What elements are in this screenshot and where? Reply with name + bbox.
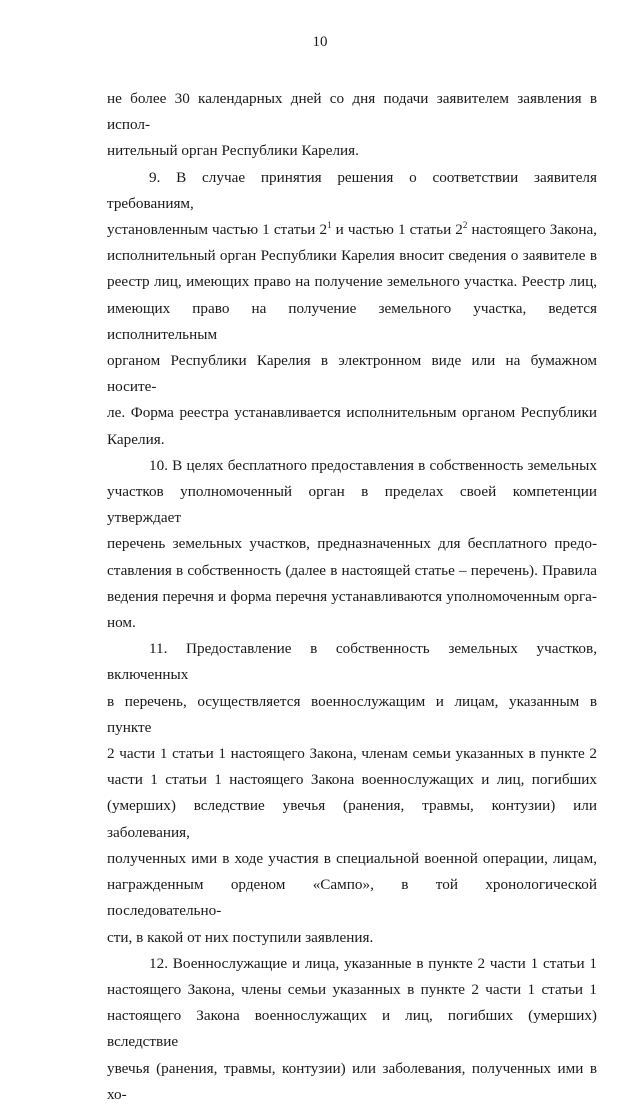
text-line: полученных ими в ходе участия в специальной военной операции, лицам, [107, 849, 597, 867]
text-line: 11. Предоставление в собственность земельных участков, включенных [107, 640, 597, 684]
text-line: органом Республики Карелия в электронном виде или на бумажном носите- [107, 352, 597, 396]
text-line: реестр лиц, имеющих право на получение земельного участка. Реестр лиц, [107, 273, 597, 291]
text-line: увечья (ранения, травмы, контузии) или заболевания, полученных ими в хо- [107, 1059, 597, 1103]
text-fragment: установленным частью 1 статьи 2 [107, 221, 328, 239]
text-fragment: и частью 1 статьи 2 [331, 221, 463, 239]
text-line: 2 части 1 статьи 1 настоящего Закона, членам семьи указанных в пункте 2 [107, 745, 597, 763]
text-line: не более 30 календарных дней со дня подачи заявителем заявления в испол- [107, 90, 597, 134]
superscript: 2 [462, 220, 468, 231]
text-line: настоящего Закона, члены семьи указанных в пункте 2 части 1 статьи 1 [107, 980, 597, 998]
paragraph [107, 453, 597, 636]
text-line: 9. В случае принятия решения о соответствии заявителя требованиям, [107, 168, 597, 212]
paragraph [107, 86, 597, 165]
paragraph [107, 636, 597, 950]
text-line: части 1 статьи 1 настоящего Закона военнослужащих и лиц, погибших [107, 771, 597, 789]
text-line: 10. В целях бесплатного предоставления в собственность земельных [149, 456, 597, 474]
paragraph [107, 951, 597, 1108]
text-line: 12. Военнослужащие и лица, указанные в пункте 2 части 1 статьи 1 [149, 954, 597, 972]
text-line: нительный орган Республики Карелия. [107, 142, 359, 160]
text-line: перечень земельных участков, предназначенных для бесплатного предо- [107, 535, 597, 553]
text-fragment: настоящего Закона, [467, 221, 597, 239]
paragraph [107, 165, 597, 453]
text-line: исполнительный орган Республики Карелия вносит сведения о заявителе в [107, 247, 597, 265]
text-line: ле. Форма реестра устанавливается исполнительным органом Республики [107, 404, 597, 422]
page-number: 10 [312, 34, 328, 50]
document-body [107, 86, 597, 1108]
text-line: сти, в какой от них поступили заявления. [107, 928, 374, 946]
text-line: настоящего Закона военнослужащих и лиц, погибших (умерших) вследствие [107, 1007, 597, 1051]
text-line: Карелия. [107, 430, 165, 448]
text-line: ном. [107, 614, 136, 632]
text-line: (умерших) вследствие увечья (ранения, травмы, контузии) или заболевания, [107, 797, 597, 841]
text-line: ставления в собственность (далее в настоящей статье – перечень). Правила [107, 561, 597, 579]
text-line: в перечень, осуществляется военнослужащим и лицам, указанным в пункте [107, 692, 597, 736]
text-line: участков уполномоченный орган в пределах своей компетенции утверждает [107, 483, 597, 527]
superscript: 1 [327, 220, 332, 231]
text-line: имеющих право на получение земельного участка, ведется исполнительным [107, 299, 597, 343]
text-line: награжденным орденом «Сампо», в той хронологической последовательно- [107, 876, 597, 920]
text-line: ведения перечня и форма перечня устанавливаются уполномоченным орга- [107, 587, 597, 605]
text-line [107, 217, 597, 243]
